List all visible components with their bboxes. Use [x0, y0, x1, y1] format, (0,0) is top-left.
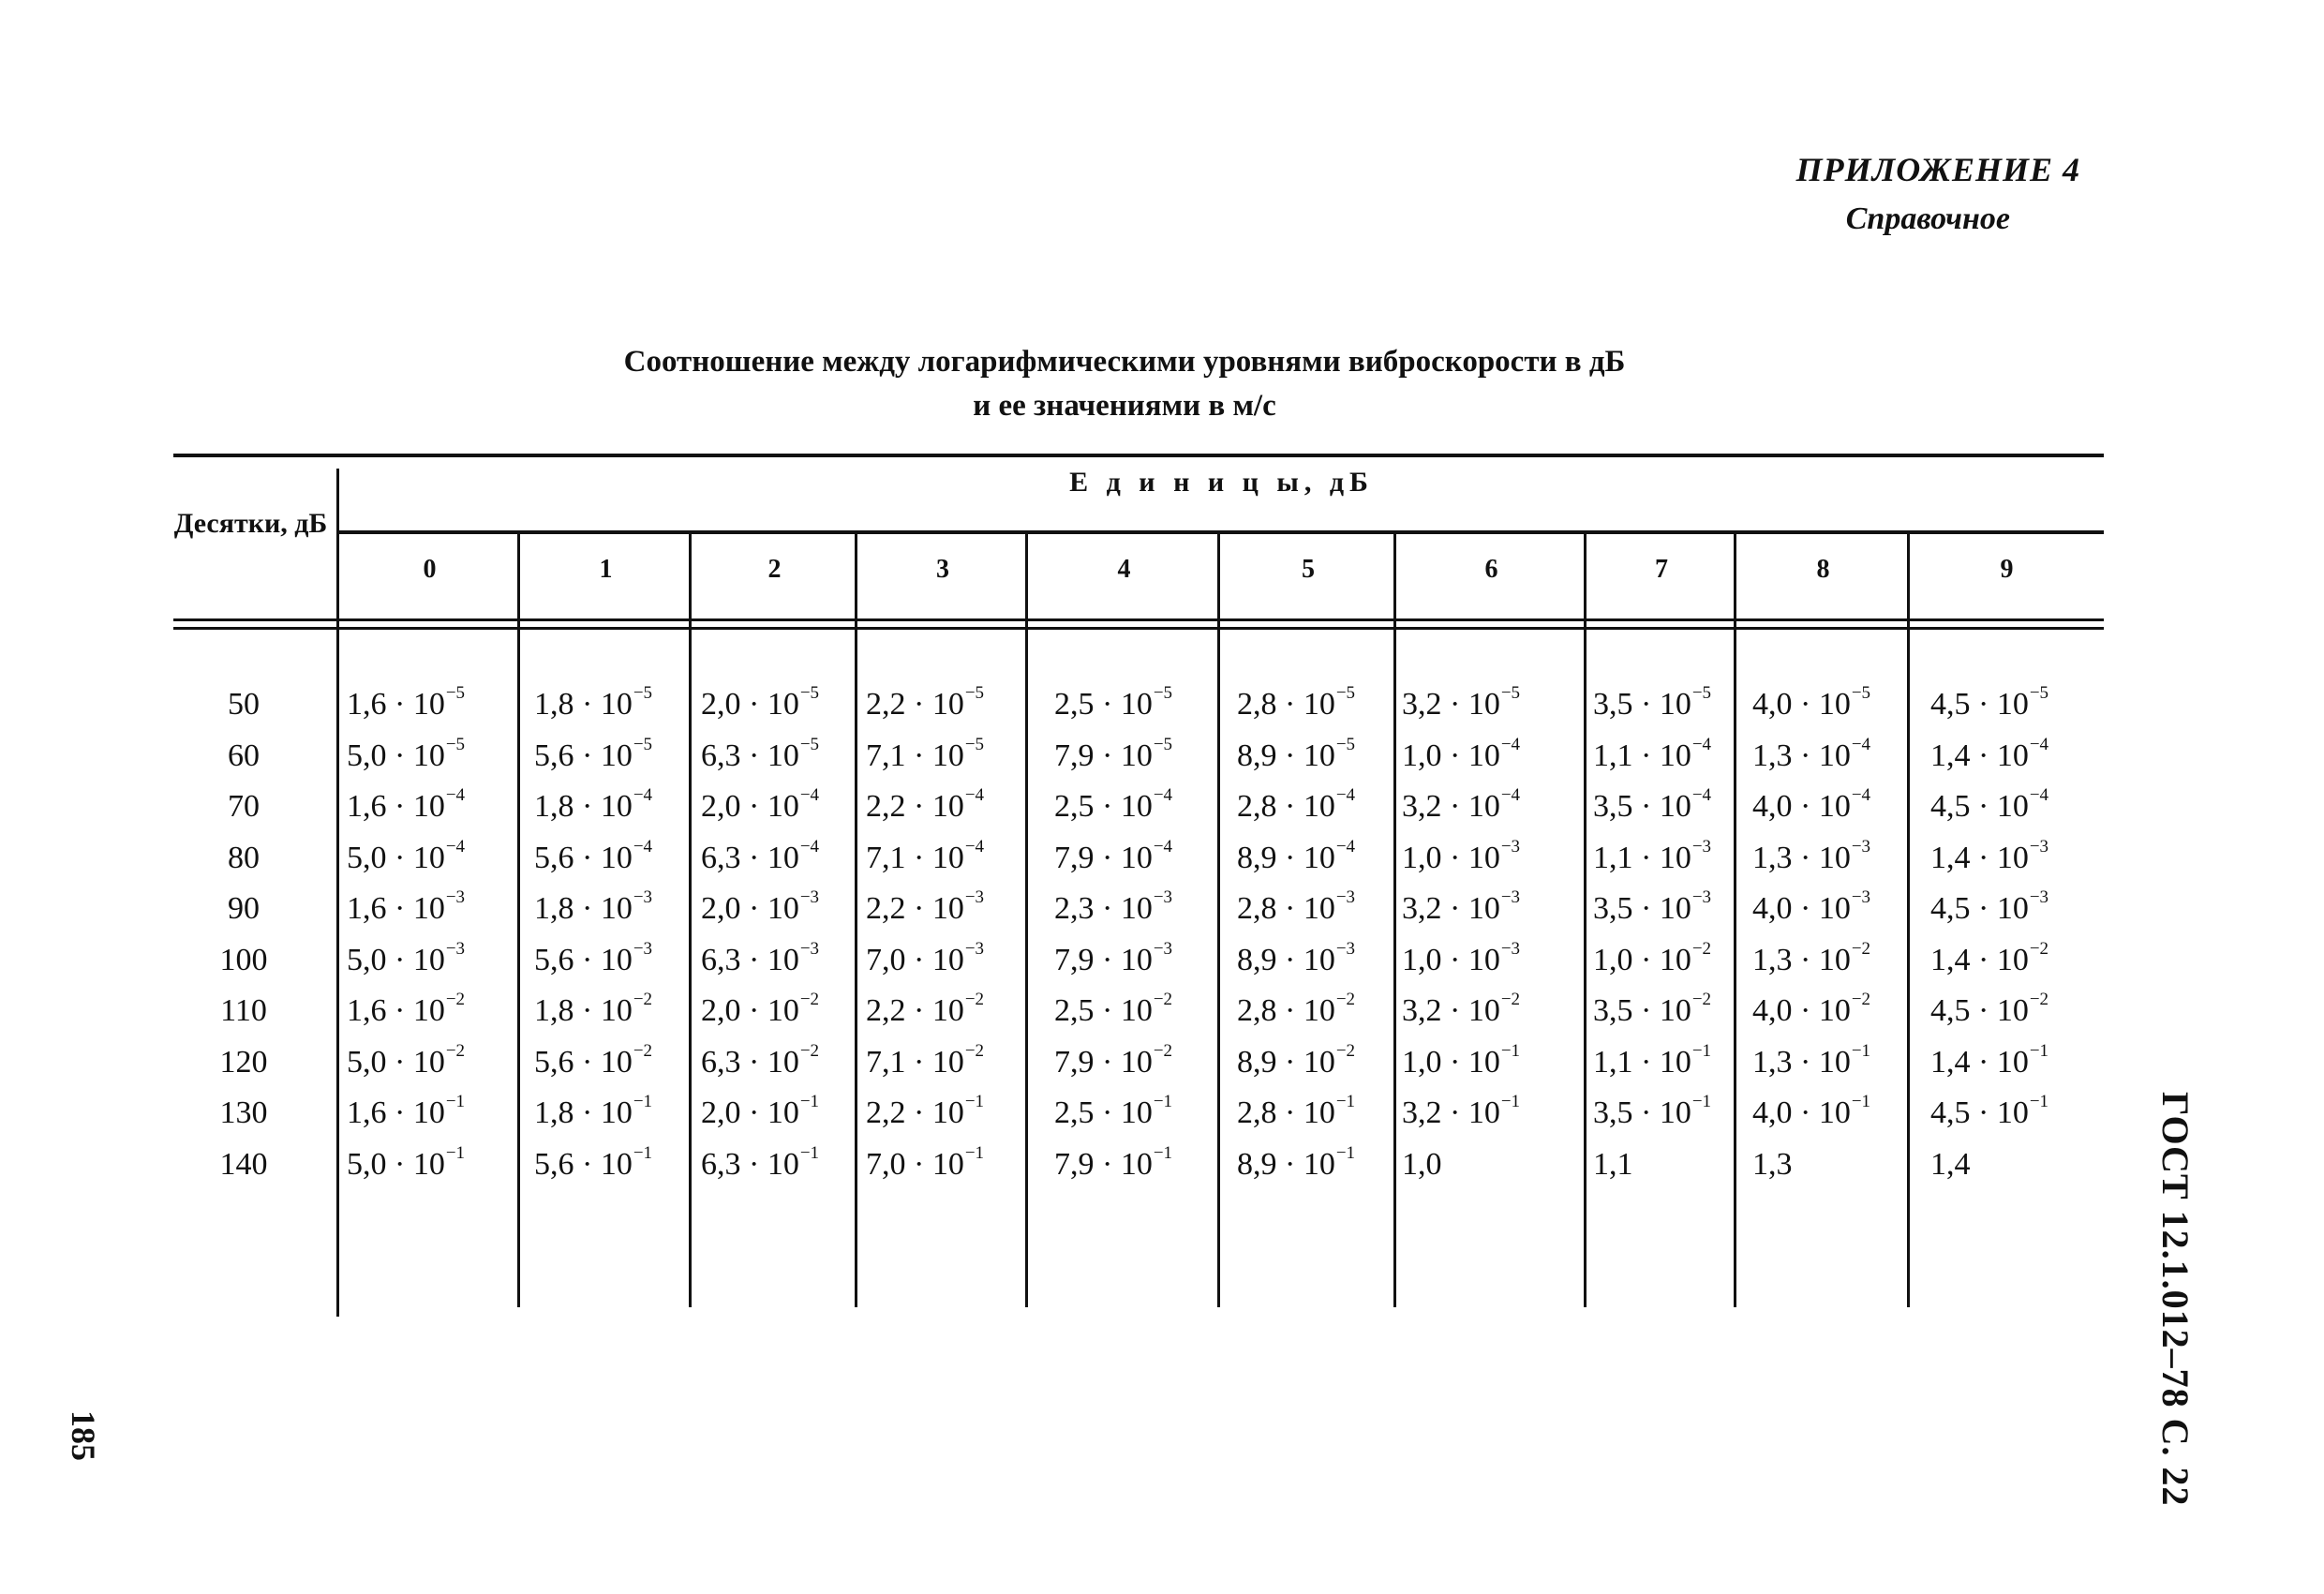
table-cell: $4,5 \cdot 10^{-1}$ [1930, 1092, 2049, 1130]
table-cell: $4,0 \cdot 10^{-4}$ [1752, 785, 1871, 824]
tens-value: 80 [228, 840, 260, 875]
table-cell: $3,5 \cdot 10^{-5}$ [1593, 683, 1712, 722]
tens-value: 130 [219, 1095, 268, 1130]
column-header-1: 1 [599, 555, 613, 584]
tens-value: 100 [219, 942, 268, 977]
table-cell: $1,4 \cdot 10^{-1}$ [1930, 1040, 2049, 1080]
table-cell: $1,8 \cdot 10^{-3}$ [534, 887, 653, 926]
table-cell: $4,0 \cdot 10^{-5}$ [1752, 683, 1871, 722]
table-cell: $2,8 \cdot 10^{-2}$ [1237, 990, 1356, 1028]
table-cell: $8,9 \cdot 10^{-4}$ [1237, 836, 1356, 875]
column-separator [1217, 534, 1220, 1307]
table-cell: $2,2 \cdot 10^{-3}$ [866, 887, 985, 926]
page-number: 185 [65, 1410, 102, 1461]
table-cell: $2,5 \cdot 10^{-4}$ [1054, 785, 1173, 824]
table-cell: $7,1 \cdot 10^{-2}$ [866, 1040, 985, 1080]
row-header: Десятки, дБ [173, 508, 328, 539]
column-separator [689, 534, 692, 1307]
table-cell: $7,0 \cdot 10^{-3}$ [866, 938, 985, 977]
column-header-6: 6 [1484, 555, 1498, 584]
tens-value: 70 [228, 789, 260, 824]
table-cell: $1,4 \cdot 10^{-2}$ [1930, 938, 2049, 977]
table-cell: $6,3 \cdot 10^{-2}$ [701, 1040, 820, 1080]
column-separator [855, 534, 857, 1307]
units-header: Е д и н и ц ы, дБ [1069, 467, 1374, 498]
table-cell: $5,6 \cdot 10^{-4}$ [534, 836, 653, 875]
column-header-5: 5 [1302, 555, 1315, 584]
table-cell: $7,9 \cdot 10^{-2}$ [1054, 1040, 1173, 1080]
table-cell: $7,1 \cdot 10^{-4}$ [866, 836, 985, 875]
table-cell: 1,0 [1402, 1146, 1442, 1182]
header-double-rule-bottom [173, 627, 2104, 630]
table-cell: $2,2 \cdot 10^{-1}$ [866, 1092, 985, 1130]
table-cell: $3,2 \cdot 10^{-2}$ [1402, 990, 1521, 1028]
tens-value: 110 [220, 993, 267, 1028]
table-cell: $5,6 \cdot 10^{-3}$ [534, 938, 653, 977]
table-cell: $7,1 \cdot 10^{-5}$ [866, 734, 985, 773]
table-cell: $5,0 \cdot 10^{-3}$ [347, 938, 466, 977]
column-header-7: 7 [1655, 555, 1668, 584]
table-cell: $1,0 \cdot 10^{-1}$ [1402, 1040, 1521, 1080]
table-cell: $5,6 \cdot 10^{-1}$ [534, 1142, 653, 1182]
table-cell: $5,0 \cdot 10^{-5}$ [347, 734, 466, 773]
table-cell: $1,3 \cdot 10^{-1}$ [1752, 1040, 1871, 1080]
table-cell: $2,2 \cdot 10^{-5}$ [866, 683, 985, 722]
table-cell: $2,8 \cdot 10^{-1}$ [1237, 1092, 1356, 1130]
units-header-rule [339, 530, 2104, 534]
column-separator [1584, 534, 1587, 1307]
table-cell: $1,8 \cdot 10^{-5}$ [534, 683, 653, 722]
table-cell: $2,2 \cdot 10^{-4}$ [866, 785, 985, 824]
table-cell: $1,6 \cdot 10^{-5}$ [347, 683, 466, 722]
table-cell: $1,1 \cdot 10^{-3}$ [1593, 836, 1712, 875]
table-cell: $1,8 \cdot 10^{-4}$ [534, 785, 653, 824]
tens-value: 140 [219, 1146, 268, 1182]
table-cell: $2,5 \cdot 10^{-2}$ [1054, 990, 1173, 1028]
table-cell: $4,0 \cdot 10^{-3}$ [1752, 887, 1871, 926]
table-cell: $5,0 \cdot 10^{-4}$ [347, 836, 466, 875]
table-cell: $2,8 \cdot 10^{-4}$ [1237, 785, 1356, 824]
table-cell: $1,0 \cdot 10^{-3}$ [1402, 836, 1521, 875]
table-cell: $1,3 \cdot 10^{-4}$ [1752, 734, 1871, 773]
table-cell: $2,0 \cdot 10^{-3}$ [701, 887, 820, 926]
tens-value: 60 [228, 737, 260, 773]
column-separator [336, 469, 339, 1317]
tens-value: 120 [219, 1044, 268, 1080]
table-cell: $6,3 \cdot 10^{-3}$ [701, 938, 820, 977]
appendix-label: ПРИЛОЖЕНИЕ 4 [1795, 151, 2080, 188]
column-separator [1393, 534, 1396, 1307]
table-cell: 1,3 [1752, 1146, 1793, 1182]
table-cell: $1,4 \cdot 10^{-3}$ [1930, 836, 2049, 875]
table-cell: $3,5 \cdot 10^{-2}$ [1593, 990, 1712, 1028]
table-cell: $2,2 \cdot 10^{-2}$ [866, 990, 985, 1028]
table-cell: $8,9 \cdot 10^{-3}$ [1237, 938, 1356, 977]
table-cell: $3,5 \cdot 10^{-3}$ [1593, 887, 1712, 926]
table-cell: $6,3 \cdot 10^{-4}$ [701, 836, 820, 875]
table-cell: $4,5 \cdot 10^{-3}$ [1930, 887, 2049, 926]
table-cell: $8,9 \cdot 10^{-1}$ [1237, 1142, 1356, 1182]
column-header-4: 4 [1117, 555, 1131, 584]
table-cell: $7,9 \cdot 10^{-5}$ [1054, 734, 1173, 773]
table-top-rule [173, 454, 2104, 457]
table-cell: $2,0 \cdot 10^{-5}$ [701, 683, 820, 722]
table-cell: 1,4 [1930, 1146, 1971, 1182]
table-title-line-1: Соотношение между логарифмическими уровнями виброскорости в дБ [623, 345, 1626, 379]
table-cell: $1,6 \cdot 10^{-1}$ [347, 1092, 466, 1130]
table-cell: $3,5 \cdot 10^{-4}$ [1593, 785, 1712, 824]
tens-value: 90 [228, 891, 260, 926]
table-cell: $1,8 \cdot 10^{-2}$ [534, 990, 653, 1028]
column-header-3: 3 [936, 555, 949, 584]
table-cell: $7,0 \cdot 10^{-1}$ [866, 1142, 985, 1182]
table-cell: $2,0 \cdot 10^{-2}$ [701, 990, 820, 1028]
tens-value: 50 [228, 687, 260, 722]
table-cell: $4,0 \cdot 10^{-2}$ [1752, 990, 1871, 1028]
table-cell: $1,4 \cdot 10^{-4}$ [1930, 734, 2049, 773]
table-cell: $4,5 \cdot 10^{-4}$ [1930, 785, 2049, 824]
table-cell: $5,6 \cdot 10^{-5}$ [534, 734, 653, 773]
table-cell: $5,0 \cdot 10^{-1}$ [347, 1142, 466, 1182]
table-cell: $7,9 \cdot 10^{-3}$ [1054, 938, 1173, 977]
table-cell: $5,0 \cdot 10^{-2}$ [347, 1040, 466, 1080]
table-cell: $1,0 \cdot 10^{-2}$ [1593, 938, 1712, 977]
table-cell: $7,9 \cdot 10^{-4}$ [1054, 836, 1173, 875]
table-cell: $3,2 \cdot 10^{-5}$ [1402, 683, 1521, 722]
table-cell: $2,0 \cdot 10^{-1}$ [701, 1092, 820, 1130]
table-cell: $3,5 \cdot 10^{-1}$ [1593, 1092, 1712, 1130]
table-cell: $1,0 \cdot 10^{-3}$ [1402, 938, 1521, 977]
reference-label: Справочное [1845, 201, 2010, 236]
column-header-9: 9 [2000, 555, 2014, 584]
column-header-0: 0 [423, 555, 437, 584]
table-cell: $2,0 \cdot 10^{-4}$ [701, 785, 820, 824]
column-separator [517, 534, 520, 1307]
column-header-8: 8 [1816, 555, 1830, 584]
table-cell: $1,1 \cdot 10^{-1}$ [1593, 1040, 1712, 1080]
table-cell: $2,8 \cdot 10^{-5}$ [1237, 683, 1356, 722]
table-cell: $3,2 \cdot 10^{-4}$ [1402, 785, 1521, 824]
table-cell: $1,1 \cdot 10^{-4}$ [1593, 734, 1712, 773]
table-cell: $1,6 \cdot 10^{-2}$ [347, 990, 466, 1028]
table-title-line-2: и ее значениями в м/с [973, 389, 1276, 423]
column-header-2: 2 [767, 555, 782, 584]
table-cell: $2,5 \cdot 10^{-5}$ [1054, 683, 1173, 722]
table-cell: $8,9 \cdot 10^{-5}$ [1237, 734, 1356, 773]
table-cell: $1,6 \cdot 10^{-3}$ [347, 887, 466, 926]
table-cell: $4,5 \cdot 10^{-5}$ [1930, 683, 2049, 722]
column-separator [1907, 534, 1910, 1307]
table-cell: $5,6 \cdot 10^{-2}$ [534, 1040, 653, 1080]
header-double-rule-top [173, 618, 2104, 621]
table-cell: $3,2 \cdot 10^{-1}$ [1402, 1092, 1521, 1130]
table-cell: $2,3 \cdot 10^{-3}$ [1054, 887, 1173, 926]
table-cell: 1,1 [1593, 1146, 1633, 1182]
column-separator [1025, 534, 1028, 1307]
table-cell: $1,3 \cdot 10^{-3}$ [1752, 836, 1871, 875]
table-cell: $7,9 \cdot 10^{-1}$ [1054, 1142, 1173, 1182]
table-cell: $6,3 \cdot 10^{-1}$ [701, 1142, 820, 1182]
table-cell: $1,3 \cdot 10^{-2}$ [1752, 938, 1871, 977]
table-cell: $4,0 \cdot 10^{-1}$ [1752, 1092, 1871, 1130]
table-cell: $6,3 \cdot 10^{-5}$ [701, 734, 820, 773]
standard-designation: ГОСТ 12.1.012–78 С. 22 [2154, 1092, 2197, 1507]
table-cell: $3,2 \cdot 10^{-3}$ [1402, 887, 1521, 926]
table-cell: $1,8 \cdot 10^{-1}$ [534, 1092, 653, 1130]
table-cell: $1,6 \cdot 10^{-4}$ [347, 785, 466, 824]
table-cell: $2,5 \cdot 10^{-1}$ [1054, 1092, 1173, 1130]
table-cell: $4,5 \cdot 10^{-2}$ [1930, 990, 2049, 1028]
column-separator [1734, 534, 1736, 1307]
table-cell: $2,8 \cdot 10^{-3}$ [1237, 887, 1356, 926]
table-cell: $1,0 \cdot 10^{-4}$ [1402, 734, 1521, 773]
table-cell: $8,9 \cdot 10^{-2}$ [1237, 1040, 1356, 1080]
